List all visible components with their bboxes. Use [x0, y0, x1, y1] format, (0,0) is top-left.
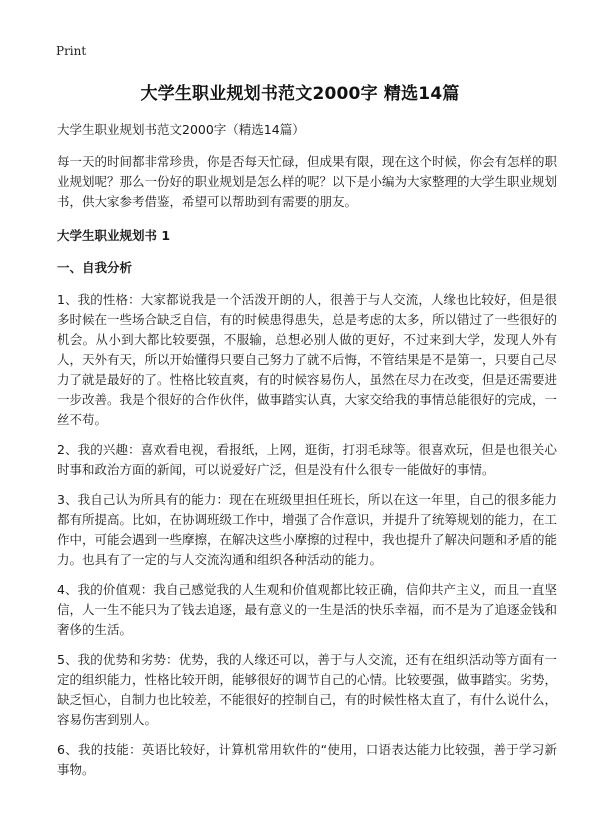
paragraph-abilities: 3、我自己认为所具有的能力：现在在班级里担任班长，所以在这一年里，自己的很多能力都有所提高。比如，在协调班级工作中，增强了合作意识，并提升了统筹规划的能力，在工作中，可能会遇到一些摩擦，在解决这些小摩擦的过程中，我也提升了解决问题和矛盾的能力。也具有了一定的与人交流沟通和组织各种活动的能力。	[57, 492, 558, 567]
document-body	[57, 120, 557, 790]
paragraph-strengths-weaknesses: 5、我的优势和劣势：优势，我的人缘还可以，善于与人交流，还有在组织活动等方面有一定的组织能力，性格比较开朗，能够很好的调节自己的心情。比较要强，做事踏实。劣势，缺乏恒心，自制力也比较差，不能很好的控制自己，有的时候性格太直了，有什么说什么，容易伤害到别人。	[57, 652, 558, 727]
intro-paragraph: 每一天的时间都非常珍贵，你是否每天忙碌，但成果有限，现在这个时候，你会有怎样的职业规划呢？那么一份好的职业规划是怎么样的呢？以下是小编为大家整理的大学生职业规划书，供大家参考借鉴，希望可以帮助到有需要的朋友。	[57, 154, 558, 209]
section-heading: 大学生职业规划书 1	[57, 228, 171, 243]
document-subtitle: 大学生职业规划书范文2000字（精选14篇）	[57, 122, 305, 137]
paragraph-personality: 1、我的性格：大家都说我是一个活泼开朗的人，很善于与人交流，人缘也比较好，但是很多时候在一些场合缺乏自信，有的时候患得患失，总是考虑的太多，所以错过了一些很好的机会。从小到大都比较要强，不服输，总想必别人做的更好，不过来到大学，发现人外有人，天外有天，所以开始懂得只要自己努力了就不后悔，不管结果是不是第一，只要自己尽力了就是最好的了。性格比较直爽，有的时候容易伤人，虽然在尽力在改变，但是还需要进一步改善。我是个很好的合作伙伴，做事踏实认真，大家交给我的事情总能很好的完成，一丝不苟。	[57, 292, 558, 427]
paragraph-skills: 6、我的技能：英语比较好，计算机常用软件的“使用，口语表达能力比较强，善于学习新事物。	[57, 742, 557, 777]
paragraph-interests: 2、我的兴趣：喜欢看电视，看报纸，上网，逛街，打羽毛球等。很喜欢玩，但是也很关心时事和政治方面的新闻，可以说爱好广泛，但是没有什么很专一能做好的事情。	[57, 442, 557, 477]
document-title: 大学生职业规划书范文2000字 精选14篇	[140, 84, 460, 104]
print-link[interactable]: Print	[56, 44, 87, 58]
subsection-heading: 一、自我分析	[57, 260, 133, 275]
paragraph-values: 4、我的价值观：我自己感觉我的人生观和价值观都比较正确，信仰共产主义，而且一直坚信，人一生不能只为了钱去追逐，最有意义的一生是活的快乐幸福，而不是为了追逐金钱和奢侈的生活。	[57, 582, 558, 637]
